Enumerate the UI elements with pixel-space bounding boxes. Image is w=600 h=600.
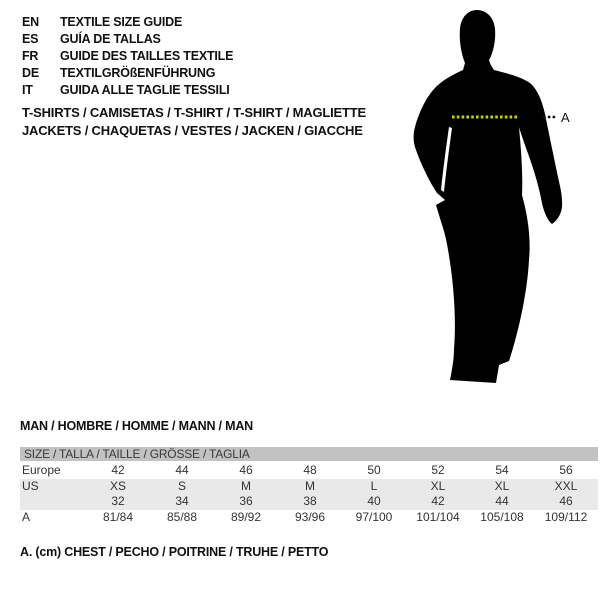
language-row — [22, 47, 233, 64]
size-cell: XXL — [554, 478, 578, 493]
language-label: GUIDA ALLE TAGLIE TESSILI — [60, 82, 230, 97]
size-cell: 46 — [559, 494, 573, 508]
language-guide-list — [22, 13, 233, 98]
table-row-europe — [20, 463, 598, 479]
man-silhouette-figure — [400, 0, 585, 400]
size-cell: 44 — [175, 463, 189, 477]
measure-label-a: A — [561, 110, 570, 125]
size-cell: 85/88 — [166, 509, 198, 524]
size-cell: XL — [494, 478, 510, 493]
size-table-header: SIZE / TALLA / TAILLE / GRÖSSE / TAGLIA — [20, 447, 598, 461]
language-code: ES — [22, 31, 39, 46]
language-row — [22, 64, 233, 81]
size-cell: 54 — [495, 463, 509, 477]
size-cell: 40 — [367, 494, 381, 508]
size-cell: 93/96 — [294, 509, 326, 524]
size-cell: XS — [109, 478, 126, 493]
size-cell: 36 — [239, 494, 253, 508]
size-cell: 52 — [431, 463, 445, 477]
row-label: Europe — [22, 463, 61, 477]
size-cell: 48 — [303, 463, 317, 477]
garment-line-tshirts: T-SHIRTS / CAMISETAS / T-SHIRT / T-SHIRT / MAGLIETTE — [22, 105, 366, 120]
size-cell: 32 — [111, 494, 125, 508]
size-cell: 56 — [559, 463, 573, 477]
size-cell: L — [370, 478, 378, 493]
size-cell: 89/92 — [230, 509, 262, 524]
size-cell: 46 — [239, 463, 253, 477]
size-cell: 105/108 — [480, 509, 524, 524]
size-cell: S — [177, 478, 186, 493]
language-label: TEXTILE SIZE GUIDE — [60, 14, 183, 29]
language-label: GUIDE DES TAILLES TEXTILE — [60, 48, 234, 63]
size-cell: M — [241, 478, 251, 493]
measurement-footnote: A. (cm) CHEST / PECHO / POITRINE / TRUHE / PETTO — [20, 545, 329, 559]
size-cell: M — [305, 478, 315, 493]
garment-line-jackets: JACKETS / CHAQUETAS / VESTES / JACKEN / GIACCHE — [22, 123, 363, 138]
language-code: EN — [22, 14, 39, 29]
size-cell: 44 — [495, 494, 509, 508]
size-cell: 38 — [303, 494, 317, 508]
size-cell: 109/112 — [544, 509, 588, 524]
size-cell: 81/84 — [102, 509, 134, 524]
table-row-us — [20, 479, 598, 495]
size-cell: 34 — [175, 494, 189, 508]
section-title-man: MAN / HOMBRE / HOMME / MANN / MAN — [20, 419, 253, 433]
row-label: US — [22, 478, 39, 493]
language-label: TEXTILGRÖßENFÜHRUNG — [60, 65, 216, 80]
size-cell: XL — [430, 478, 446, 493]
row-label: A — [22, 509, 31, 524]
language-row — [22, 13, 233, 30]
garment-types — [22, 104, 366, 140]
language-label: GUÍA DE TALLAS — [60, 31, 161, 46]
language-row — [22, 81, 233, 98]
row-label — [20, 494, 86, 510]
size-table — [20, 447, 598, 525]
size-cell: 42 — [431, 494, 445, 508]
size-cell: 42 — [111, 463, 125, 477]
language-row — [22, 30, 233, 47]
language-code: FR — [22, 48, 39, 63]
table-row-chest — [20, 510, 598, 526]
size-cell: 101/104 — [416, 509, 460, 524]
language-code: DE — [22, 65, 39, 80]
language-code: IT — [22, 82, 33, 97]
size-cell: 97/100 — [355, 509, 393, 524]
man-silhouette — [414, 10, 563, 383]
size-cell: 50 — [367, 463, 381, 477]
table-row-numeric — [20, 494, 598, 510]
